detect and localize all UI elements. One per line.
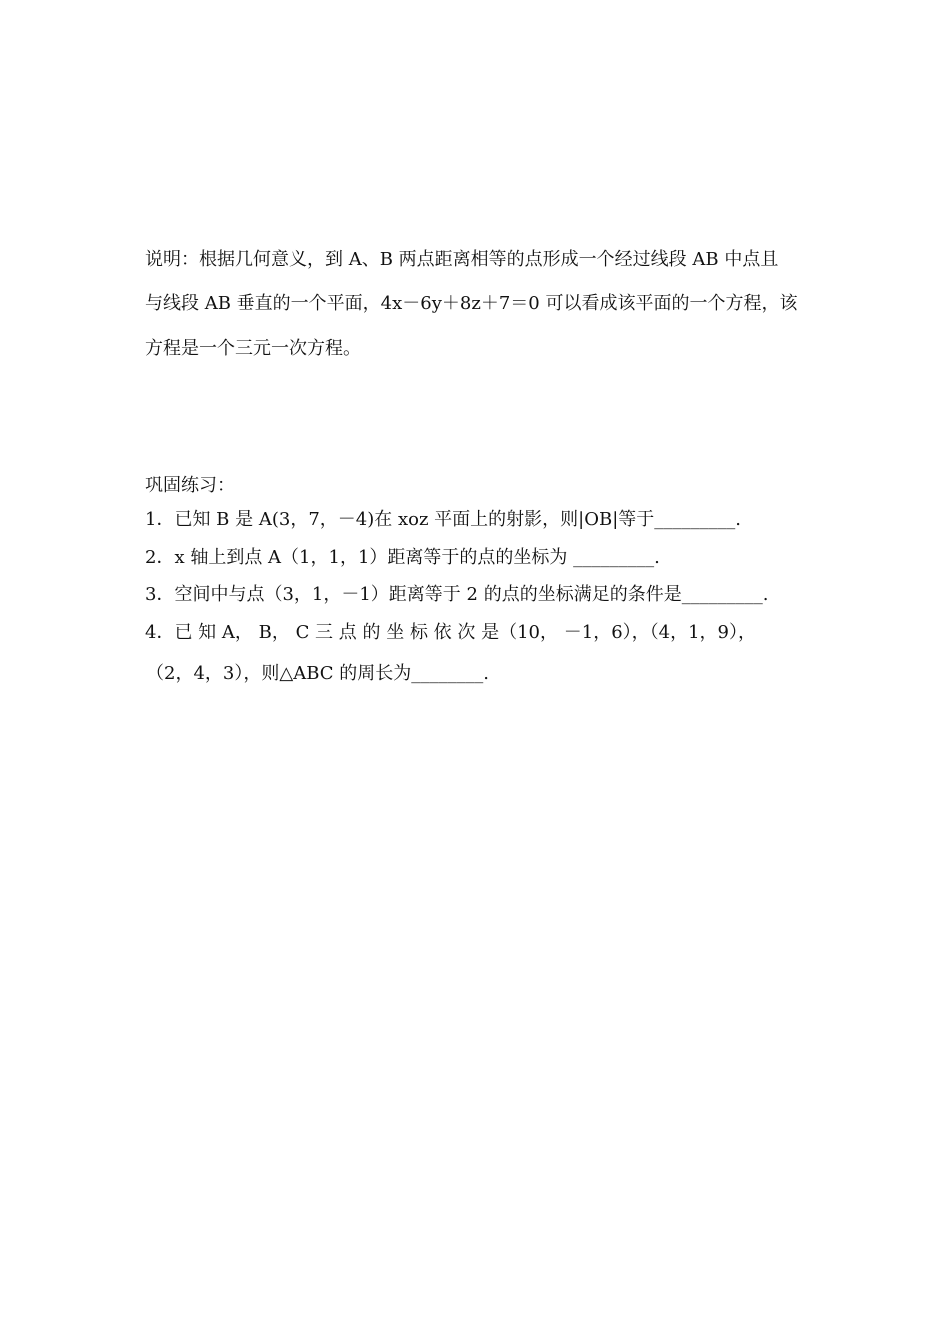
exercise-heading: 巩固练习：: [145, 475, 235, 496]
question-4-line-2: （2，4，3），则△ABC 的周长为________.: [146, 663, 489, 684]
question-2: 2．x 轴上到点 A（1，1，1）距离等于的点的坐标为 _________.: [145, 547, 660, 568]
explanation-line-2: 与线段 AB 垂直的一个平面，4x－6y＋8z＋7＝0 可以看成该平面的一个方程，该: [145, 293, 798, 314]
question-1: 1．已知 B 是 A(3，7，－4)在 xoz 平面上的射影，则|OB|等于_________.: [145, 509, 741, 530]
explanation-line-1: 说明：根据几何意义，到 A、B 两点距离相等的点形成一个经过线段 AB 中点且: [145, 249, 779, 270]
explanation-line-3: 方程是一个三元一次方程。: [145, 338, 361, 359]
question-3: 3．空间中与点（3，1，－1）距离等于 2 的点的坐标满足的条件是_________.: [145, 584, 769, 605]
question-4-line-1: 4．已 知 A， B， C 三 点 的 坐 标 依 次 是（10， －1，6），（4，1，9），: [145, 622, 756, 643]
